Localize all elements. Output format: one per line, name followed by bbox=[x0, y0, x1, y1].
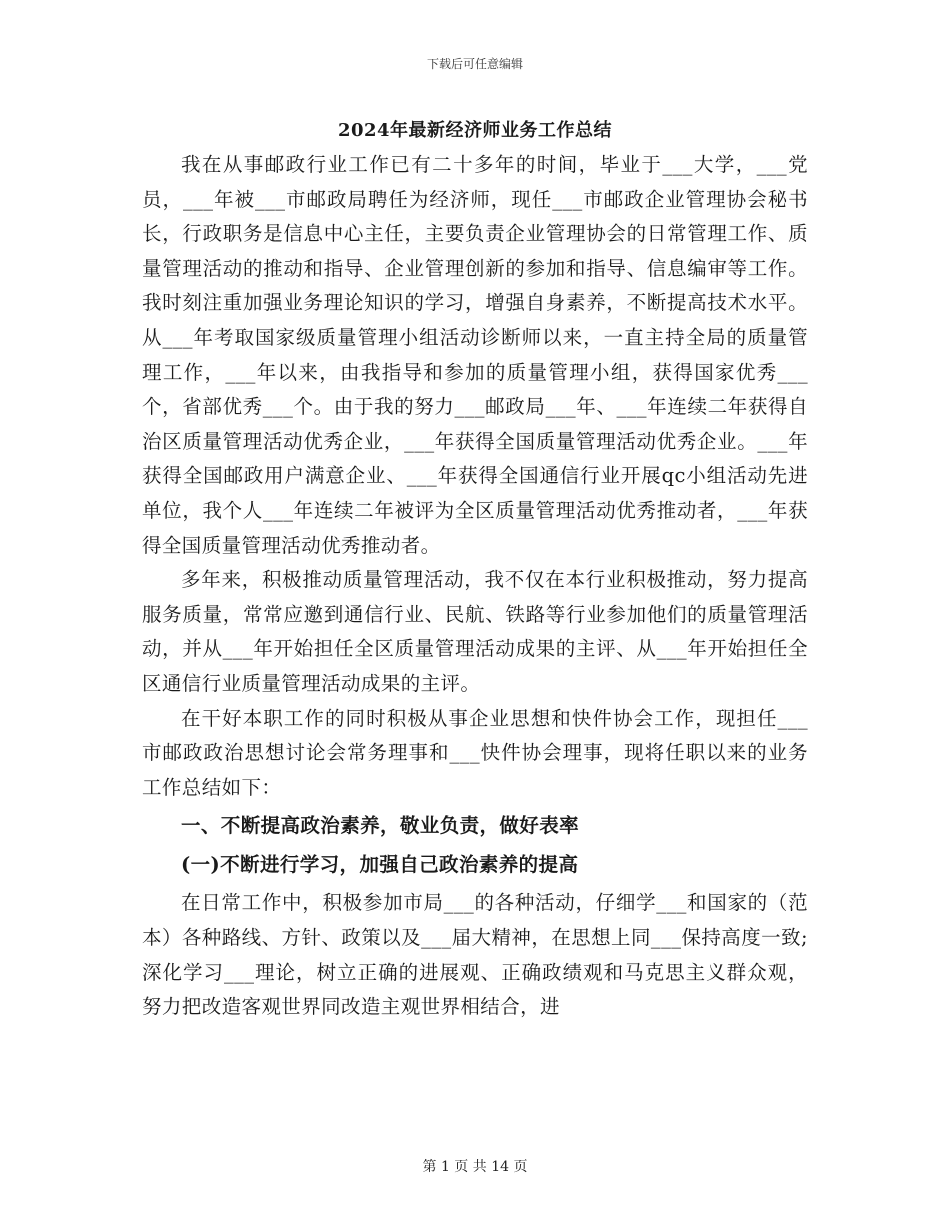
subsection-heading-1: (一)不断进行学习，加强自己政治素养的提高 bbox=[181, 852, 579, 876]
header-note: 下载后可任意编辑 bbox=[426, 57, 523, 71]
paragraph-daily-work: 在日常工作中，积极参加市局___的各种活动，仔细学___和国家的（范本）各种路线、方针、政策以及___届大精神，在思想上同___保持高度一致;深化学习___理论，树立正确的进展观、正确政绩观和马克思主义群众观，努力把改造客观世界同改造主观世界相结合，进 bbox=[142, 891, 808, 1019]
paragraph-summary-intro: 在干好本职工作的同时积极从事企业思想和快件协会工作，现担任___市邮政政治思想讨论会常务理事和___快件协会理事，现将任职以来的业务工作总结如下： bbox=[142, 706, 808, 799]
page-footer: 第 1 页 共 14 页 bbox=[422, 1159, 528, 1175]
paragraph-intro: 我在从事邮政行业工作已有二十多年的时间，毕业于___大学，___党员，___年被___市邮政局聘任为经济师，现任___市邮政企业管理协会秘书长，行政职务是信息中心主任，主要负责企业管理协会的日常管理工作、质量管理活动的推动和指导、企业管理创新的参加和指导、信息编审等工作。我时刻注重加强业务理论知识的学习，增强自身素养，不断提高技术水平。从___年考取国家级质量管理小组活动诊断师以来，一直主持全局的质量管理工作，___年以来，由我指导和参加的质量管理小组，获得国家优秀___个，省部优秀___个。由于我的努力___邮政局___年、___年连续二年获得自治区质量管理活动优秀企业，___年获得全国质量管理活动优秀企业。___年获得全国邮政用户满意企业、___年获得全国通信行业开展qc小组活动先进单位，我个人___年连续二年被评为全区质量管理活动优秀推动者，___年获得全国质量管理活动优秀推动者。 bbox=[142, 153, 808, 557]
section-heading-1: 一、不断提高政治素养，敬业负责，做好表率 bbox=[181, 814, 580, 838]
paragraph-quality-activities: 多年来，积极推动质量管理活动，我不仅在本行业积极推动，努力提高服务质量，常常应邀到通信行业、民航、铁路等行业参加他们的质量管理活动，并从___年开始担任全区质量管理活动成果的主评、从___年开始担任全区通信行业质量管理活动成果的主评。 bbox=[142, 568, 808, 695]
document-title: 2024年最新经济师业务工作总结 bbox=[337, 120, 613, 141]
document-body bbox=[142, 148, 808, 1025]
